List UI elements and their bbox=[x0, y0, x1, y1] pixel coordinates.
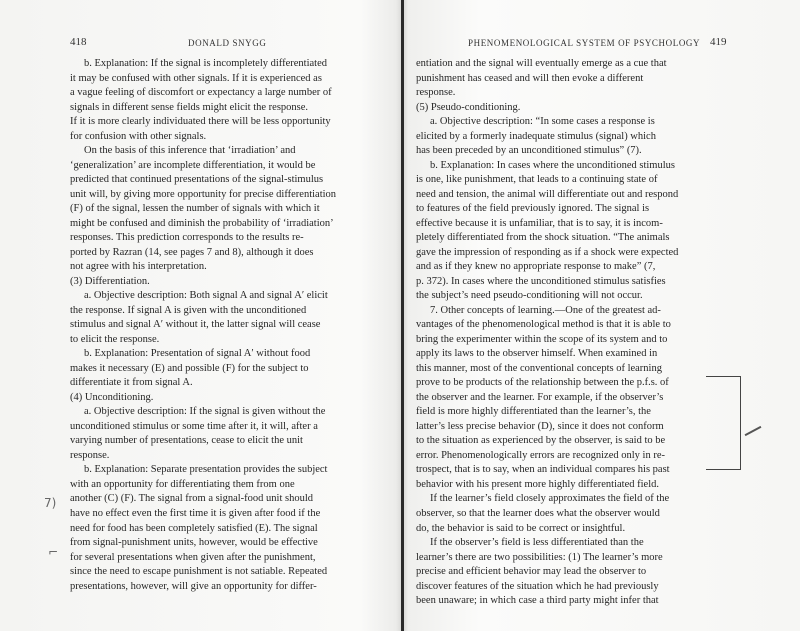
text-line: b. Explanation: Separate presentation provides the subject bbox=[84, 464, 328, 476]
text-line: (4) Unconditioning. bbox=[70, 391, 154, 403]
text-line: b. Explanation: In cases where the unconditioned stimulus bbox=[430, 159, 675, 171]
text-line: bring the experimenter within the scope of its system and to bbox=[416, 333, 668, 345]
text-line: p. 372). In cases where the unconditioned stimulus satisfies bbox=[416, 275, 666, 287]
text-line: If the observer’s field is less differentiated than the bbox=[430, 537, 644, 549]
text-line: (3) Differentiation. bbox=[70, 275, 150, 287]
text-line: gave the impression of responding as if a shock were expected bbox=[416, 246, 679, 258]
text-line: pletely differentiated from the shock situation. “The animals bbox=[416, 232, 670, 244]
text-line: another (C) (F). The signal from a signal-food unit should bbox=[70, 493, 314, 505]
text-line: b. Explanation: Presentation of signal A′ without food bbox=[84, 348, 311, 360]
text-line: response. bbox=[416, 87, 456, 99]
text-line: error. Phenomenologically errors are recognized only in re- bbox=[416, 449, 665, 461]
text-line: vantages of the phenomenological method is that it is able to bbox=[416, 319, 671, 331]
text-line: since the need to escape punishment is not satiable. Repeated bbox=[70, 566, 328, 578]
text-line: for confusion with other signals. bbox=[70, 130, 207, 142]
text-line: has been preceded by an unconditioned stimulus” (7). bbox=[416, 145, 642, 157]
text-line: with an opportunity for differentiating them from one bbox=[70, 478, 295, 490]
margin-check-mark bbox=[745, 426, 762, 436]
text-line: need for food has been completely satisfied (E). The signal bbox=[70, 522, 318, 534]
left-page-body bbox=[70, 57, 382, 594]
text-line: If the learner’s field closely approximates the field of the bbox=[430, 493, 670, 505]
text-line: to elicit the response. bbox=[70, 333, 160, 345]
text-line: On the basis of this inference that ‘irradiation’ and bbox=[84, 145, 296, 157]
text-line: (F) of the signal, lessen the number of signals with which it bbox=[70, 203, 320, 215]
text-line: and as if they knew no appropriate response to make” (7, bbox=[416, 261, 656, 273]
text-line: predicted that continued presentations of the signal-stimulus bbox=[70, 174, 324, 186]
text-line: this manner, most of the conventional concepts of learning bbox=[416, 362, 662, 374]
text-line: unconditioned stimulus or some time after it, it will, after a bbox=[70, 420, 318, 432]
margin-caret-mark: ⌐ bbox=[48, 545, 59, 559]
text-line: b. Explanation: If the signal is incompletely differentiated bbox=[84, 58, 327, 69]
text-line: responses. This prediction corresponds to the results re- bbox=[70, 232, 304, 244]
right-running-head: PHENOMENOLOGICAL SYSTEM OF PSYCHOLOGY bbox=[468, 38, 701, 48]
text-line: for several presentations when given after the punishment, bbox=[70, 551, 316, 563]
text-line: unit will, by giving more opportunity for precise differentiation bbox=[70, 188, 337, 200]
text-line: learner’s there are two possibilities: (1) The learner’s more bbox=[416, 551, 663, 563]
text-line: presentations, however, will give an opportunity for differ- bbox=[70, 580, 317, 592]
left-running-head: DONALD SNYGG bbox=[188, 38, 267, 48]
text-line: elicited by a formerly inadequate stimulus (signal) which bbox=[416, 130, 656, 142]
right-page-body bbox=[416, 57, 732, 609]
text-line: latter’s less precise behavior (D), since it does not conform bbox=[416, 420, 664, 432]
text-line: differentiate it from signal A. bbox=[70, 377, 193, 389]
text-line: effective because it is unfamiliar, that is to say, it is incom- bbox=[416, 217, 663, 229]
text-line: a vague feeling of discomfort or expectancy a large number of bbox=[70, 87, 332, 99]
text-line: been unaware; in which case a third party might infer that bbox=[416, 595, 659, 607]
text-line: field is more highly differentiated than the learner’s, the bbox=[416, 406, 651, 418]
text-line: a. Objective description: If the signal is given without the bbox=[84, 406, 326, 418]
text-line: entiation and the signal will eventually emerge as a cue that bbox=[416, 58, 667, 69]
text-line: the observer and the learner. For example, if the observer’s bbox=[416, 391, 664, 403]
text-line: varying number of presentations, cease to elicit the unit bbox=[70, 435, 303, 447]
text-line: do, the behavior is said to be correct or insightful. bbox=[416, 522, 626, 534]
margin-scribble-mark: 7) bbox=[44, 496, 57, 510]
page-gutter bbox=[401, 0, 404, 631]
text-line: behavior with his present more highly differentiated field. bbox=[416, 478, 659, 490]
text-line: prove to be products of the relationship between the p.f.s. of bbox=[416, 377, 669, 389]
text-line: discover features of the situation which he had previously bbox=[416, 580, 659, 592]
right-page-number: 419 bbox=[710, 36, 727, 48]
text-line: to features of the field previously ignored. The signal is bbox=[416, 203, 650, 215]
text-line: not agree with his interpretation. bbox=[70, 261, 207, 273]
text-line: is one, like punishment, that leads to a continuing state of bbox=[416, 174, 658, 186]
left-page-number: 418 bbox=[70, 36, 87, 48]
text-line: stimulus and signal A′ without it, the latter signal will cease bbox=[70, 319, 321, 331]
text-line: response. bbox=[70, 449, 110, 461]
text-line: to the situation as experienced by the observer, is said to be bbox=[416, 435, 666, 447]
text-line: trospect, that is to say, when an individual compares his past bbox=[416, 464, 670, 476]
text-line: might be confused and diminish the probability of ‘irradiation’ bbox=[70, 217, 334, 229]
text-line: need and tension, the animal will differentiate out and respond bbox=[416, 188, 679, 200]
text-line: have no effect even the first time it is given after food if the bbox=[70, 507, 321, 519]
text-line: it may be confused with other signals. If it is experienced as bbox=[70, 72, 322, 84]
text-line: precise and efficient behavior may lead the observer to bbox=[416, 566, 647, 578]
margin-bracket-mark bbox=[706, 376, 741, 470]
text-line: signals in different sense fields might elicit the response. bbox=[70, 101, 309, 113]
text-line: a. Objective description: “In some cases a response is bbox=[430, 116, 655, 128]
text-line: from signal-punishment units, however, would be effective bbox=[70, 537, 318, 549]
text-line: observer, so that the learner does what the observer would bbox=[416, 507, 660, 519]
text-line: the response. If signal A is given with the unconditioned bbox=[70, 304, 307, 316]
text-line: 7. Other concepts of learning.—One of the greatest ad- bbox=[430, 304, 661, 316]
text-line: apply its laws to the observer himself. When examined in bbox=[416, 348, 658, 360]
text-line: If it is more clearly individuated there will be less opportunity bbox=[70, 116, 331, 128]
text-line: the subject’s need pseudo-conditioning will not occur. bbox=[416, 290, 643, 302]
text-line: a. Objective description: Both signal A and signal A′ elicit bbox=[84, 290, 328, 302]
text-line: punishment has ceased and will then evoke a different bbox=[416, 72, 644, 84]
text-line: ported by Razran (14, see pages 7 and 8), although it does bbox=[70, 246, 314, 258]
text-line: makes it necessary (E) and possible (F) for the subject to bbox=[70, 362, 309, 374]
text-line: ‘generalization’ are incomplete differentiation, it would be bbox=[70, 159, 316, 171]
text-line: (5) Pseudo-conditioning. bbox=[416, 101, 521, 113]
